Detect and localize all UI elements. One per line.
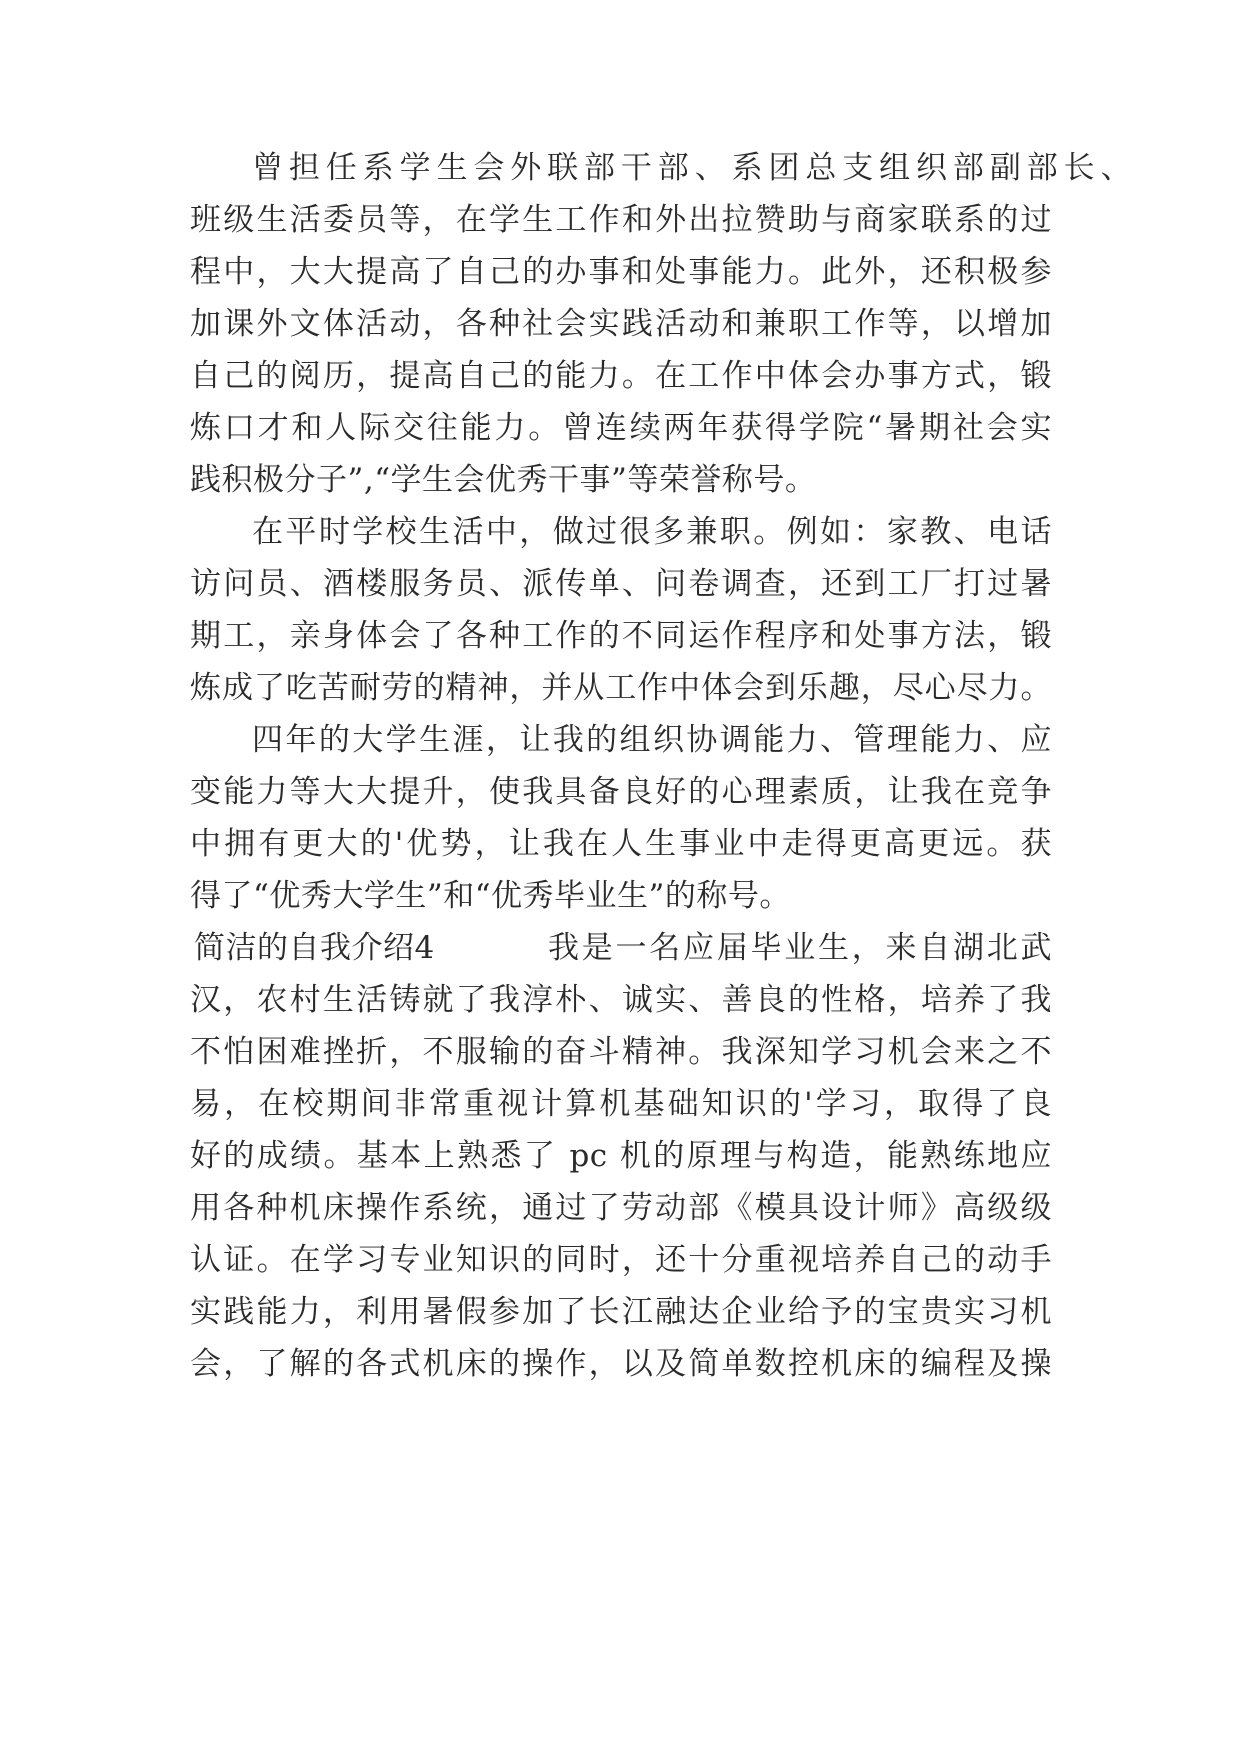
paragraph-3-line-1: 四年的大学生涯，让我的组织协调能力、管理能力、应 xyxy=(252,722,1052,758)
section-line-2: 汉，农村生活铸就了我淳朴、诚实、善良的性格，培养了我 xyxy=(190,982,1052,1018)
paragraph-1-line-5: 自己的阅历，提高自己的能力。在工作中体会办事方式，锻 xyxy=(190,358,1052,394)
paragraph-1-line-1: 曾担任系学生会外联部干部、系团总支组织部副部长、 xyxy=(252,150,1132,186)
section-line-6: 用各种机床操作系统，通过了劳动部《模具设计师》高级级 xyxy=(190,1190,1052,1226)
paragraph-2-line-1: 在平时学校生活中，做过很多兼职。例如：家教、电话 xyxy=(252,514,1052,550)
paragraph-2-line-3: 期工，亲身体会了各种工作的不同运作程序和处事方法，锻 xyxy=(190,618,1052,654)
section-heading: 简洁的自我介绍4 xyxy=(194,930,435,966)
paragraph-2-line-4: 炼成了吃苦耐劳的精神，并从工作中体会到乐趣，尽心尽力。 xyxy=(190,670,1052,706)
paragraph-2-line-2: 访问员、酒楼服务员、派传单、问卷调查，还到工厂打过暑 xyxy=(190,566,1052,602)
section-line-9: 会，了解的各式机床的操作，以及简单数控机床的编程及操 xyxy=(190,1346,1052,1382)
paragraph-1-line-2: 班级生活委员等，在学生工作和外出拉赞助与商家联系的过 xyxy=(190,202,1052,238)
section-line-1: 我是一名应届毕业生，来自湖北武 xyxy=(548,930,1052,966)
section-line-3: 不怕困难挫折，不服输的奋斗精神。我深知学习机会来之不 xyxy=(190,1034,1052,1070)
section-line-8: 实践能力，利用暑假参加了长江融达企业给予的宝贵实习机 xyxy=(190,1294,1052,1330)
paragraph-1-line-4: 加课外文体活动，各种社会实践活动和兼职工作等，以增加 xyxy=(190,306,1052,342)
paragraph-1-line-3: 程中，大大提高了自己的办事和处事能力。此外，还积极参 xyxy=(190,254,1052,290)
section-heading-line xyxy=(194,926,1052,970)
paragraph-3-line-4: 得了“优秀大学生”和“优秀毕业生”的称号。 xyxy=(190,878,791,914)
section-line-7: 认证。在学习专业知识的同时，还十分重视培养自己的动手 xyxy=(190,1242,1052,1278)
paragraph-3-line-2: 变能力等大大提升，使我具备良好的心理素质，让我在竞争 xyxy=(190,774,1052,810)
paragraph-1-line-7: 践积极分子”,“学生会优秀干事”等荣誉称号。 xyxy=(190,462,817,498)
paragraph-1-line-6: 炼口才和人际交往能力。曾连续两年获得学院“暑期社会实 xyxy=(190,410,1052,446)
section-line-4: 易，在校期间非常重视计算机基础知识的'学习，取得了良 xyxy=(190,1086,1052,1122)
paragraph-3-line-3: 中拥有更大的'优势，让我在人生事业中走得更高更远。获 xyxy=(190,826,1052,862)
section-line-5: 好的成绩。基本上熟悉了 pc 机的原理与构造，能熟练地应 xyxy=(190,1138,1052,1174)
